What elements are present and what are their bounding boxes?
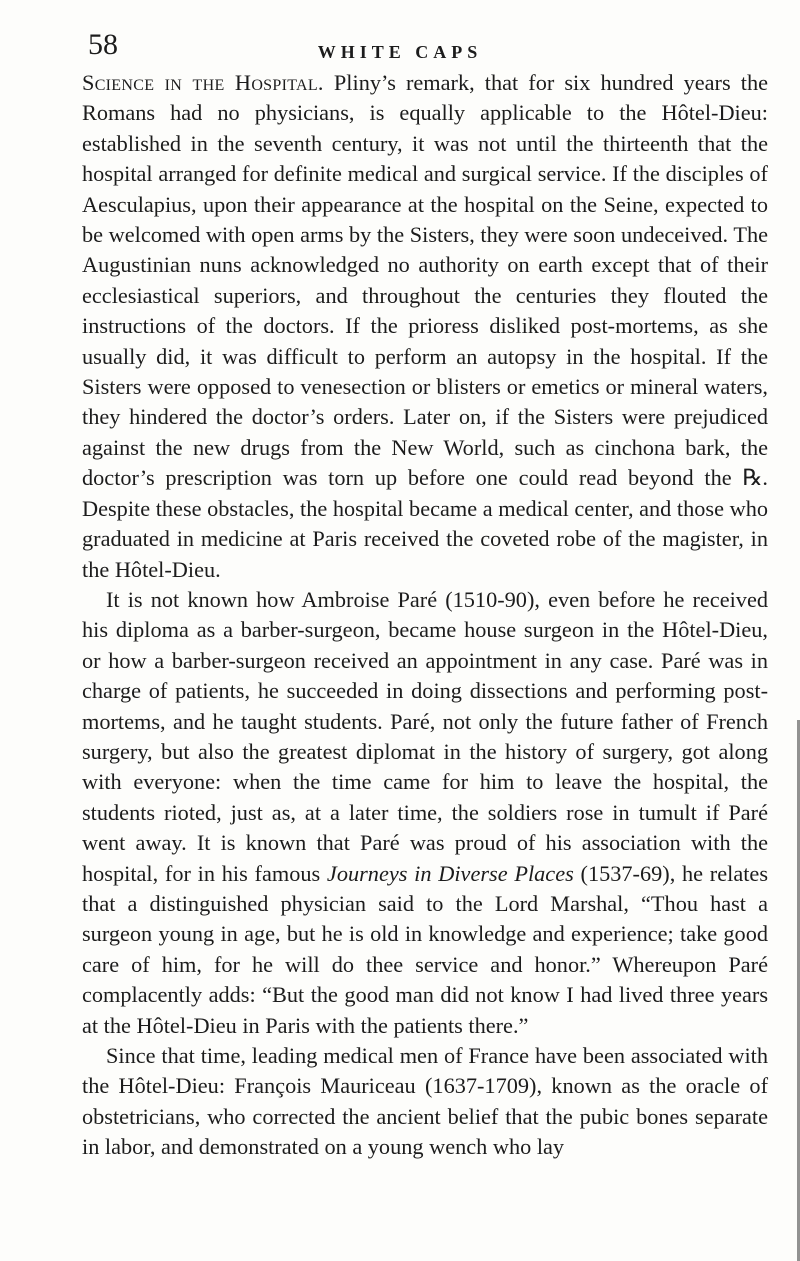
paragraph bbox=[82, 585, 768, 1041]
running-head: WHITE CAPS bbox=[317, 42, 483, 62]
page-number: 58 bbox=[88, 28, 118, 61]
paragraph-text: Pliny’s remark, that for six hundred years the Romans had no physicians, is equally applicable to the Hôtel-Dieu: established in the seventh century, it was not until the thirteenth that the hospital arranged for definite medical and surgical service. If the disciples of Aesculapius, upon their appearance at the hospital on the Seine, expected to be welcomed with open arms by the Sisters, they were soon undeceived. The Augustinian nuns acknowledged no authority on earth except that of their ecclesiastical superiors, and throughout the centuries they flouted the instructions of the doctors. If the prioress disliked post-mortems, as she usually did, it was difficult to perform an autopsy in the hospital. If the Sisters were opposed to venesection or blisters or emetics or mineral waters, they hindered the doctor’s orders. Later on, if the Sisters were prejudiced against the new drugs from the New World, such as cinchona bark, the doctor’s prescription was torn up before one could read beyond the ℞. Despite these obstacles, the hospital became a medical center, and those who graduated in medicine at Paris received the coveted robe of the magister, in the Hôtel-Dieu. bbox=[82, 70, 768, 582]
page-header bbox=[0, 30, 800, 70]
paragraph-text: It is not known how Ambroise Paré (1510-90), even before he received his diploma as a barber-surgeon, became house surgeon in the Hôtel-Dieu, or how a barber-surgeon received an appointment in any case. Paré was in charge of patients, he succeeded in doing dissections and performing post-mortems, and he taught students. Paré, not only the future father of French surgery, but also the greatest diplomat in the history of surgery, got along with everyone: when the time came for him to leave the hospital, the students rioted, just as, at a later time, the soldiers rose in tumult if Paré went away. It is known that Paré was proud of his association with the hospital, for in his famous bbox=[82, 586, 768, 886]
book-title: Journeys in Diverse Places bbox=[326, 860, 574, 886]
paragraph bbox=[82, 68, 768, 585]
paragraph-text: (1537-69), he relates that a distinguished physician said to the Lord Marshal, “Thou hast a surgeon young in age, but he is old in knowledge and experience; take good care of him, for he will do thee service and honor.” Whereupon Paré complacently adds: “But the good man did not know I had lived three years at the Hôtel-Dieu in Paris with the patients there.” bbox=[82, 860, 768, 1038]
body-text bbox=[82, 68, 768, 1163]
paragraph bbox=[82, 1041, 768, 1163]
section-lead: Science in the Hospital. bbox=[82, 70, 324, 95]
paragraph-text: Since that time, leading medical men of France have been associated with the Hôtel-Dieu: François Mauriceau (1637-1709), known as the oracle of obstetricians, who corrected the ancient belief that the pubic bones separate in labor, and demonstrated on a young wench who lay bbox=[82, 1043, 768, 1160]
